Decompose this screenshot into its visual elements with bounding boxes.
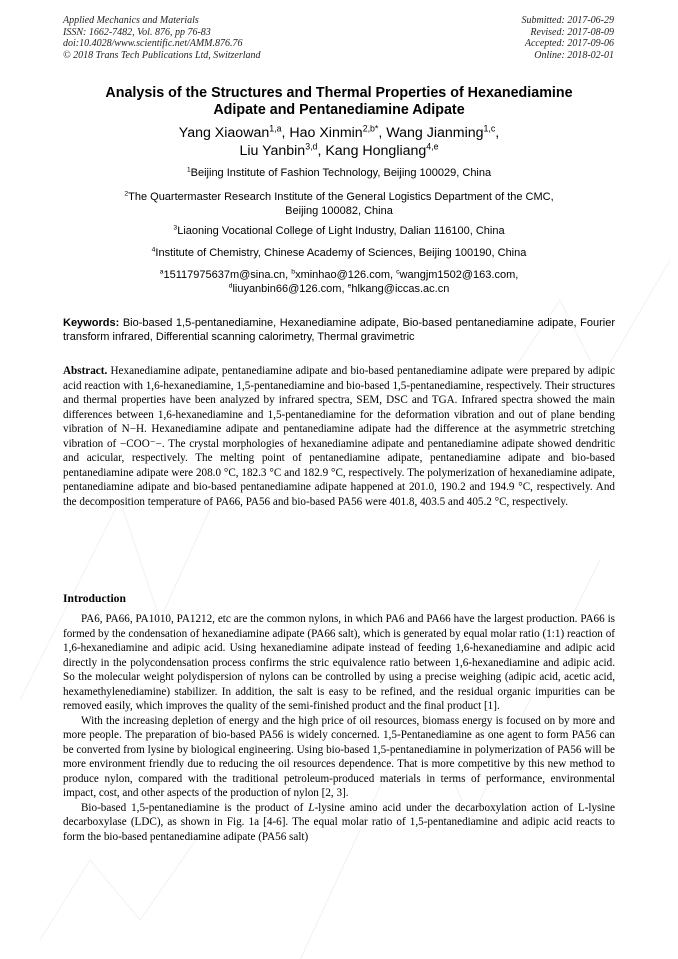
email-sup: e xyxy=(347,281,352,289)
affiliation-sup: 1 xyxy=(186,166,191,174)
email-sup: a xyxy=(159,268,164,276)
abstract-label: Abstract. xyxy=(63,365,108,377)
affiliation-2 xyxy=(63,191,615,218)
email-link[interactable]: liuyanbin66@126.com, xyxy=(232,282,348,295)
journal-copyright: © 2018 Trans Tech Publications Ltd, Switzerland xyxy=(63,49,261,61)
intro-paragraph-3-text: Bio-based 1,5-pentanediamine is the product of xyxy=(81,801,309,814)
keywords-label: Keywords: xyxy=(63,317,120,329)
intro-paragraph-3 xyxy=(63,801,615,845)
affiliation-text-line-2: Beijing 100082, China xyxy=(285,204,393,217)
affiliation-1 xyxy=(63,167,615,181)
author-list: Yang Xiaowan$^{1,a}$, Hao Xinmin$^{2,b*}$, Wang Jianming$^{1,c}$, Liu Yanbin$^{3,d}$, Kang Hongliang$^{4,e}$ xyxy=(178,123,500,159)
email-link[interactable]: hlkang@iccas.ac.cn xyxy=(351,282,450,295)
journal-issn: ISSN: 1662-7482, Vol. 876, pp 76-83 xyxy=(63,26,211,38)
author-name: Kang Hongliang xyxy=(325,143,427,159)
date-accepted: Accepted: 2017-09-06 xyxy=(524,38,614,49)
title-line-1: Analysis of the Structures and Thermal Properties of Hexanediamine xyxy=(105,85,573,101)
author-sup: 1,a xyxy=(269,123,282,134)
date-submitted: Submitted: 2017-06-29 xyxy=(521,15,614,26)
date-revised: Revised: 2017-08-09 xyxy=(530,26,614,38)
affiliation-text: Liaoning Vocational College of Light Industry, Dalian 116100, China xyxy=(177,225,505,237)
paper-title xyxy=(63,85,615,119)
author-name: Wang Jianming xyxy=(386,125,484,141)
author-sup: 1,c xyxy=(483,123,496,134)
affiliation-4 xyxy=(63,247,615,261)
title-line-2: Adipate and Pentanediamine Adipate xyxy=(213,102,465,118)
email-link[interactable]: xminhao@126.com, xyxy=(295,269,397,281)
email-sup: d xyxy=(228,281,233,289)
intro-paragraph-3-italic: L xyxy=(308,801,315,814)
affiliation-text: Institute of Chemistry, Chinese Academy of Sciences, Beijing 100190, China xyxy=(155,247,527,259)
email-list xyxy=(63,269,615,296)
journal-header xyxy=(63,15,261,61)
journal-name: Applied Mechanics and Materials xyxy=(63,15,199,26)
affiliation-sup: 3 xyxy=(173,224,178,232)
affiliation-text: The Quartermaster Research Institute of the General Logistics Department of the CMC, xyxy=(128,191,554,203)
author-name: Hao Xinmin xyxy=(289,125,363,141)
email-link[interactable]: wangjm1502@163.com, xyxy=(399,269,519,281)
journal-doi[interactable]: doi:10.4028/www.scientific.net/AMM.876.76 xyxy=(63,38,243,49)
keywords-text: Bio-based 1,5-pentanediamine, Hexanediamine adipate, Bio-based pentanediamine adipate, Fourier transform infrared, Differential scanning calorimetry, Thermal gravimetric xyxy=(63,317,615,343)
dates-header xyxy=(522,15,615,61)
abstract-text: Hexanediamine adipate, pentanediamine adipate and bio-based pentanediamine adipate were prepared by adipic acid reaction with 1,6-hexanediamine, 1,5-pentanediamine and bio-based 1,5-pentanediamine, respectively. Their structures and thermal properties have been analyzed by infrared spectra, SEM, DSC and TGA. Infrared spectra showed the main differences between 1,6-hexanediamine and 1,5-pentanediamine for the deformation vibration and out of plane bending vibration of N−H. Hexanediamine adipate and pentanediamine adipate had the difference at the asymmetric stretching vibration of −COO⁻−. The crystal morphologies of hexanediamine adipate and pentanediamine adipate showed dendritic and acicular, respectively. The melting point of pentanediamine adipate, pentanediamine adipate and bio-based pentanediamine adipate were 208.0 °C, 182.3 °C and 182.9 °C, respectively. The polymerization of hexanediamine adipate, pentanediamine adipate and bio-based pentanediamine adipate happened at 201.0, 190.2 and 194.9 °C, respectively. And the decomposition temperature of PA66, PA56 and bio-based PA56 were 401.8, 403.5 and 405.2 °C, respectively. xyxy=(63,365,615,508)
keywords-block xyxy=(63,317,615,344)
email-link[interactable]: 15117975637m@sina.cn, xyxy=(163,269,292,281)
author-sup: 4,e xyxy=(426,141,439,152)
affiliation-3 xyxy=(63,225,615,239)
author-name: Liu Yanbin xyxy=(239,143,306,159)
author-sup: 3,d xyxy=(305,141,318,152)
date-online: Online: 2018-02-01 xyxy=(534,49,614,61)
intro-paragraph-2: With the increasing depletion of energy and the high price of oil resources, biomass energy is focused on by more and more people. The preparation of bio-based PA56 is widely concerned. 1,5-Pentanediamine as one agent to form PA56 can be converted from lysine by biological engineering. Using bio-based 1,5-pentanediamine in polymerization of PA56 will be more environment friendly due to reducing the oil resources dependence. That is more competitive by this new method to produce nylon, compared with the traditional petroleum-produced materials in terms of performance, environmental impact, cost, and other aspects of the production of nylon [2, 3]. xyxy=(63,714,615,799)
email-sup: b xyxy=(291,268,296,276)
intro-paragraph-3-text-cont: -lysine amino acid under the decarboxylation action of L-lysine decarboxylase (LDC), as shown in Fig. 1a [4-6]. The equal molar ratio of 1,5-pentanediamine and adipic acid reacts to form the bio-based pentanediamine adipate (PA56 salt) xyxy=(63,801,615,843)
email-sup: c xyxy=(396,268,400,276)
section-heading-introduction: Introduction xyxy=(63,592,126,605)
author-sup: 2,b* xyxy=(362,123,379,134)
affiliation-text: Beijing Institute of Fashion Technology, Beijing 100029, China xyxy=(190,167,492,179)
author-name: Yang Xiaowan xyxy=(178,125,270,141)
intro-paragraph-1: PA6, PA66, PA1010, PA1212, etc are the common nylons, in which PA6 and PA66 have the largest production. PA66 is formed by the condensation of hexanediamine adipate (PA66 salt), which is generated by equal molar ratio (1:1) reaction of 1,6-hexanediamine and adipic acid. Using hexanediamine adipate instead of feeding 1,6-hexanediamine and adipic acid directly in the polycondensation process confirms the stric equivalence ratio between 1,6-hexanediamine and adipic acid. So the molecular weight polydispersion of nylons can be controlled by using a precise weighing (adipic acid, acetic acid, hexamethylenediamine) stabilizer. In addition, the salt is easy to be refined, and the residual organic impurities can be removed easily, which improves the quality of the semi-finished product and the final product [1]. xyxy=(63,613,615,712)
abstract-block xyxy=(63,364,615,509)
introduction-body xyxy=(63,612,615,844)
affiliation-sup: 4 xyxy=(151,246,156,254)
affiliation-sup: 2 xyxy=(124,190,129,198)
